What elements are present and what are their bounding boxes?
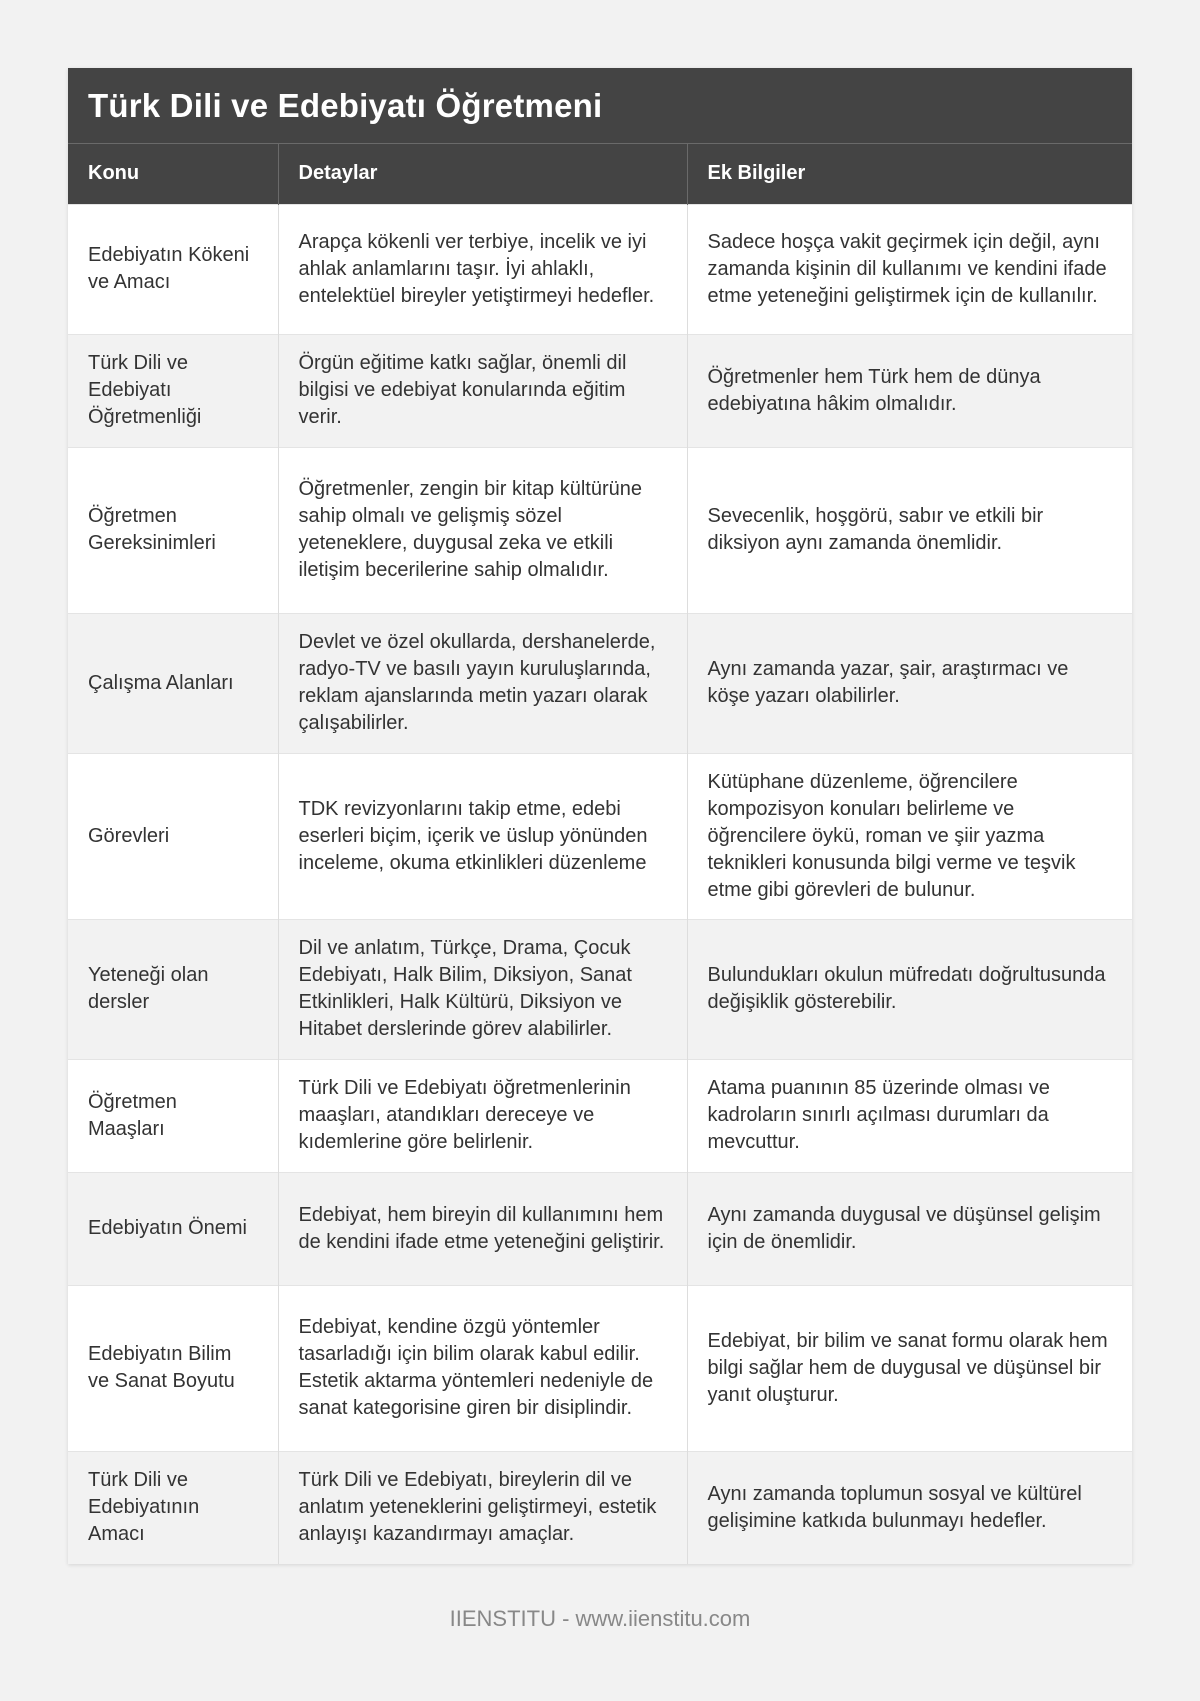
cell-topic: Türk Dili ve Edebiyatı Öğretmenliği (68, 334, 278, 447)
cell-details: Edebiyat, hem bireyin dil kullanımını hem de kendini ifade etme yeteneğini geliştirir. (278, 1172, 687, 1285)
column-header-ek-bilgiler: Ek Bilgiler (687, 144, 1132, 204)
table-header (68, 144, 1132, 204)
page-title: Türk Dili ve Edebiyatı Öğretmeni (88, 86, 603, 124)
cell-details: Öğretmenler, zengin bir kitap kültürüne sahip olmalı ve gelişmiş sözel yeteneklere, duygusal zeka ve etkili iletişim becerilerine sahip olmalıdır. (278, 447, 687, 613)
cell-extra: Sadece hoşça vakit geçirmek için değil, aynı zamanda kişinin dil kullanımı ve kendini ifade etme yeteneğini geliştirmek için de kullanılır. (687, 204, 1132, 334)
cell-extra: Aynı zamanda duygusal ve düşünsel gelişim için de önemlidir. (687, 1172, 1132, 1285)
cell-details: Türk Dili ve Edebiyatı, bireylerin dil ve anlatım yeteneklerini geliştirmeyi, estetik anlayışı kazandırmayı amaçlar. (278, 1451, 687, 1564)
table-row (68, 1285, 1132, 1451)
table-row (68, 919, 1132, 1059)
table-row (68, 204, 1132, 334)
table-row (68, 1172, 1132, 1285)
cell-topic: Öğretmen Gereksinimleri (68, 447, 278, 613)
table-row (68, 753, 1132, 919)
table-row (68, 1059, 1132, 1172)
column-header-detaylar: Detaylar (278, 144, 687, 204)
cell-topic: Edebiyatın Kökeni ve Amacı (68, 204, 278, 334)
cell-extra: Atama puanının 85 üzerinde olması ve kadroların sınırlı açılması durumları da mevcuttur. (687, 1059, 1132, 1172)
cell-details: TDK revizyonlarını takip etme, edebi eserleri biçim, içerik ve üslup yönünden inceleme, okuma etkinlikleri düzenleme (278, 753, 687, 919)
cell-topic: Yeteneği olan dersler (68, 919, 278, 1059)
cell-topic: Görevleri (68, 753, 278, 919)
table-row (68, 1451, 1132, 1564)
table-row (68, 613, 1132, 753)
cell-topic: Öğretmen Maaşları (68, 1059, 278, 1172)
cell-extra: Aynı zamanda yazar, şair, araştırmacı ve köşe yazarı olabilirler. (687, 613, 1132, 753)
footer-credit: IIENSTITU - www.iienstitu.com (449, 1606, 751, 1631)
content-card (68, 68, 1132, 1564)
cell-details: Edebiyat, kendine özgü yöntemler tasarladığı için bilim olarak kabul edilir. Estetik aktarma yöntemleri nedeniyle de sanat kategorisine giren bir disiplindir. (278, 1285, 687, 1451)
cell-details: Örgün eğitime katkı sağlar, önemli dil bilgisi ve edebiyat konularında eğitim verir. (278, 334, 687, 447)
cell-extra: Öğretmenler hem Türk hem de dünya edebiyatına hâkim olmalıdır. (687, 334, 1132, 447)
table-row (68, 334, 1132, 447)
cell-extra: Edebiyat, bir bilim ve sanat formu olarak hem bilgi sağlar hem de duygusal ve düşünsel bir yanıt oluşturur. (687, 1285, 1132, 1451)
header-row (68, 144, 1132, 204)
cell-extra: Bulundukları okulun müfredatı doğrultusunda değişiklik gösterebilir. (687, 919, 1132, 1059)
cell-topic: Türk Dili ve Edebiyatının Amacı (68, 1451, 278, 1564)
cell-details: Devlet ve özel okullarda, dershanelerde, radyo-TV ve basılı yayın kuruluşlarında, reklam ajanslarında metin yazarı olarak çalışabilirler. (278, 613, 687, 753)
cell-extra: Kütüphane düzenleme, öğrencilere kompozisyon konuları belirleme ve öğrencilere öykü, roman ve şiir yazma teknikleri konusunda bilgi verme ve teşvik etme gibi görevleri de bulunur. (687, 753, 1132, 919)
cell-details: Arapça kökenli ver terbiye, incelik ve iyi ahlak anlamlarını taşır. İyi ahlaklı, entelektüel bireyler yetiştirmeyi hedefler. (278, 204, 687, 334)
table-row (68, 447, 1132, 613)
cell-extra: Aynı zamanda toplumun sosyal ve kültürel gelişimine katkıda bulunmayı hedefler. (687, 1451, 1132, 1564)
cell-details: Dil ve anlatım, Türkçe, Drama, Çocuk Edebiyatı, Halk Bilim, Diksiyon, Sanat Etkinlikleri, Halk Kültürü, Diksiyon ve Hitabet derslerinde görev alabilirler. (278, 919, 687, 1059)
title-bar (68, 68, 1132, 144)
cell-extra: Sevecenlik, hoşgörü, sabır ve etkili bir diksiyon aynı zamanda önemlidir. (687, 447, 1132, 613)
cell-topic: Edebiyatın Bilim ve Sanat Boyutu (68, 1285, 278, 1451)
table-body (68, 204, 1132, 1564)
info-table (68, 144, 1132, 1564)
cell-details: Türk Dili ve Edebiyatı öğretmenlerinin maaşları, atandıkları dereceye ve kıdemlerine göre belirlenir. (278, 1059, 687, 1172)
column-header-konu: Konu (68, 144, 278, 204)
cell-topic: Edebiyatın Önemi (68, 1172, 278, 1285)
cell-topic: Çalışma Alanları (68, 613, 278, 753)
